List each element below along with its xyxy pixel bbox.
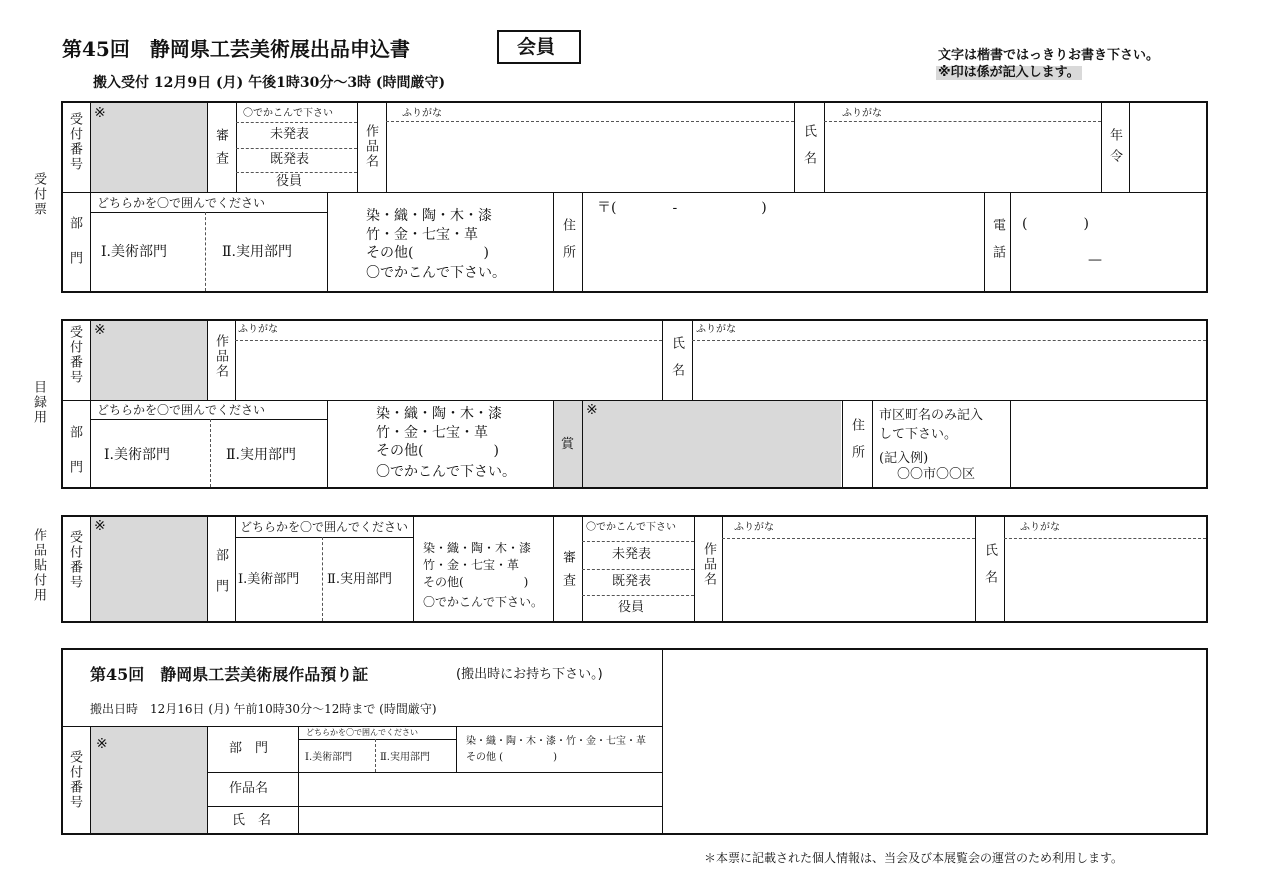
- materials-instruction: 〇でかこんで下さい。: [423, 595, 544, 609]
- label-work-title: 作品名: [701, 542, 716, 587]
- address-input[interactable]: [584, 220, 982, 290]
- name-input[interactable]: [1006, 540, 1204, 619]
- furigana-label: ふりがな: [842, 108, 882, 119]
- staff-mark: ※: [96, 736, 108, 752]
- furigana-label: ふりがな: [238, 324, 278, 335]
- section-label-haritsuke: 作品貼付用: [31, 528, 46, 603]
- name-input[interactable]: [826, 123, 1099, 190]
- receipt-work-title-input[interactable]: [300, 774, 660, 805]
- department-instruction: どちらかを〇で囲んでください: [306, 728, 418, 737]
- label-department: 部門: [67, 216, 82, 286]
- label-award: 賞: [561, 437, 575, 452]
- receipt-materials-other[interactable]: その他 ( ): [466, 752, 557, 763]
- name-input[interactable]: [694, 342, 1204, 398]
- receipt-label-name: 氏 名: [232, 813, 272, 828]
- label-department: 部門: [213, 548, 228, 610]
- phone-dash[interactable]: —: [1088, 252, 1102, 268]
- department-instruction: どちらかを〇で囲んでください: [240, 520, 409, 534]
- receipt-label-department: 部 門: [229, 741, 269, 756]
- screening-instruction: 〇でかこんで下さい: [243, 108, 333, 119]
- option-unpublished[interactable]: 未発表: [270, 127, 310, 142]
- materials-line-1[interactable]: 染・織・陶・木・漆: [423, 541, 532, 555]
- member-badge-label: 会員: [517, 36, 556, 58]
- staff-mark: ※: [94, 518, 106, 534]
- materials-instruction: 〇でかこんで下さい。: [376, 464, 516, 480]
- label-reception-number: 受付番号: [67, 750, 82, 810]
- materials-line-1[interactable]: 染・織・陶・木・漆: [366, 208, 492, 224]
- materials-other[interactable]: その他( ): [366, 245, 489, 261]
- city-example: 〇〇市〇〇区: [897, 467, 976, 482]
- privacy-note: ＊本票に記載された個人情報は、当会及び本展覧会の運営のため利用します。: [704, 851, 1124, 865]
- label-reception-number: 受付番号: [67, 530, 82, 590]
- reception-number-field: [90, 321, 207, 400]
- delivery-schedule: 搬入受付 12月9日 (月) 午後1時30分〜3時 (時間厳守): [93, 75, 446, 91]
- staff-mark: ※: [586, 402, 598, 418]
- city-input[interactable]: [1012, 402, 1204, 485]
- department-instruction: どちらかを〇で囲んでください: [97, 196, 266, 210]
- department-instruction: どちらかを〇で囲んでください: [97, 403, 266, 417]
- furigana-label: ふりがな: [1020, 522, 1060, 533]
- receipt-title-note: (搬出時にお持ち下さい。): [456, 667, 603, 682]
- option-officer[interactable]: 役員: [276, 174, 303, 189]
- work-title-input[interactable]: [237, 342, 660, 398]
- member-badge: [497, 30, 581, 64]
- section-label-uketsukehyo: 受付票: [31, 172, 46, 217]
- label-address: 住所: [560, 218, 575, 272]
- work-title-input[interactable]: [724, 540, 973, 619]
- label-reception-number: 受付番号: [67, 325, 82, 385]
- pickup-schedule: 搬出日時 12月16日 (月) 午前10時30分〜12時まで (時間厳守): [90, 702, 437, 716]
- label-address: 住所: [849, 418, 864, 472]
- postal-code[interactable]: 〒( - ): [597, 200, 767, 216]
- receipt-materials[interactable]: 染・織・陶・木・漆・竹・金・七宝・革: [466, 736, 646, 747]
- option-fine-art[interactable]: Ⅰ.美術部門: [238, 572, 300, 587]
- label-phone: 電話: [990, 218, 1005, 272]
- materials-other[interactable]: その他( ): [423, 575, 529, 589]
- option-published[interactable]: 既発表: [270, 152, 310, 167]
- age-input[interactable]: [1131, 105, 1205, 190]
- receipt-label-work-title: 作品名: [229, 781, 269, 796]
- label-work-title: 作品名: [213, 334, 228, 379]
- materials-line-1[interactable]: 染・織・陶・木・漆: [376, 406, 502, 422]
- label-department: 部門: [67, 425, 82, 495]
- label-screening: 審査: [560, 550, 575, 596]
- city-example-label: (記入例): [879, 451, 929, 466]
- section-label-mokuroku: 目録用: [31, 380, 46, 425]
- form-title: 第45回 静岡県工芸美術展出品申込書: [62, 37, 410, 61]
- city-instruction-1: 市区町名のみ記入: [879, 408, 984, 423]
- receipt-name-input[interactable]: [300, 808, 660, 833]
- staff-mark: ※: [94, 105, 106, 121]
- receipt-title: 第45回 静岡県工芸美術展作品預り証: [90, 665, 369, 684]
- option-unpublished[interactable]: 未発表: [612, 547, 652, 562]
- option-officer[interactable]: 役員: [618, 600, 645, 615]
- note-handwriting: 文字は楷書ではっきりお書き下さい。: [938, 48, 1160, 63]
- phone-area-code[interactable]: ( ): [1022, 216, 1089, 232]
- label-reception-number: 受付番号: [67, 112, 82, 172]
- city-instruction-2: して下さい。: [879, 427, 958, 442]
- furigana-label: ふりがな: [734, 522, 774, 533]
- screening-instruction: 〇でかこんで下さい: [586, 522, 676, 533]
- furigana-label: ふりがな: [696, 324, 736, 335]
- label-name: 氏名: [669, 336, 684, 390]
- option-applied-art[interactable]: Ⅱ.実用部門: [226, 447, 296, 463]
- label-work-title: 作品名: [363, 124, 378, 169]
- option-applied-art[interactable]: Ⅱ.実用部門: [380, 752, 430, 763]
- option-published[interactable]: 既発表: [612, 574, 652, 589]
- note-staff-fill: ※印は係が記入します。: [938, 65, 1080, 80]
- materials-line-2[interactable]: 竹・金・七宝・革: [423, 558, 520, 572]
- staff-mark: ※: [94, 322, 106, 338]
- furigana-label: ふりがな: [402, 108, 442, 119]
- option-applied-art[interactable]: Ⅱ.実用部門: [222, 244, 292, 260]
- label-age: 年令: [1107, 128, 1122, 170]
- option-fine-art[interactable]: Ⅰ.美術部門: [104, 447, 170, 463]
- materials-other[interactable]: その他( ): [376, 443, 499, 459]
- option-fine-art[interactable]: Ⅰ.美術部門: [305, 752, 353, 763]
- materials-instruction: 〇でかこんで下さい。: [366, 265, 506, 281]
- label-name: 氏名: [982, 543, 997, 597]
- label-screening: 審査: [213, 128, 228, 174]
- reception-number-field: [90, 103, 207, 192]
- option-fine-art[interactable]: Ⅰ.美術部門: [101, 244, 167, 260]
- option-applied-art[interactable]: Ⅱ.実用部門: [327, 572, 392, 587]
- work-title-input[interactable]: [388, 123, 792, 190]
- materials-line-2[interactable]: 竹・金・七宝・革: [376, 425, 488, 441]
- label-name: 氏名: [801, 124, 816, 178]
- reception-number-field: [90, 517, 207, 621]
- materials-line-2[interactable]: 竹・金・七宝・革: [366, 227, 478, 243]
